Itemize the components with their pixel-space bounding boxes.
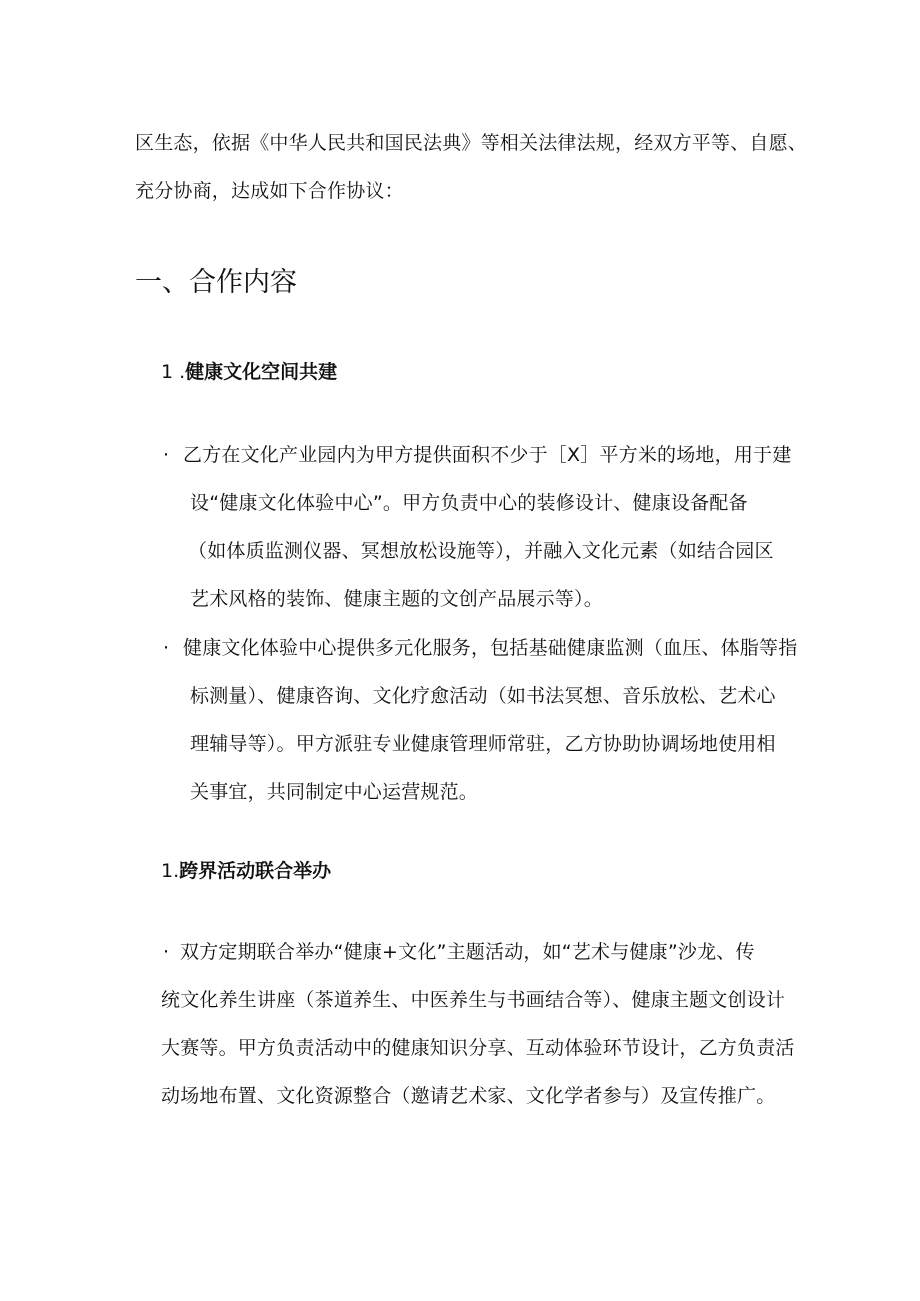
subsection-1-title: 健康文化空间共建 <box>185 361 338 383</box>
section-heading: 一、合作内容 <box>135 267 297 298</box>
paragraph-line: 标测量）、健康咨询、文化疗愈活动（如书法冥想、音乐放松、艺术心 <box>190 685 776 707</box>
bullet-marker: · <box>163 637 170 659</box>
paragraph-line: 统文化养生讲座（茶道养生、中医养生与书画结合等）、健康主题文创设计 <box>161 989 786 1011</box>
paragraph-line: 健康文化体验中心提供多元化服务，包括基础健康监测（血压、体脂等指 <box>183 637 798 659</box>
paragraph-line: 双方定期联合举办“健康+文化”主题活动，如“艺术与健康”沙龙、传 <box>180 941 755 963</box>
paragraph-line: 乙方在文化产业园内为甲方提供面积不少于［X］平方米的场地，用于建 <box>183 444 792 466</box>
subsection-1-number: 1 . <box>161 361 186 383</box>
intro-line-2: 充分协商，达成如下合作协议： <box>135 180 404 202</box>
subsection-2-number: 1. <box>161 860 180 882</box>
paragraph-line: 动场地布置、文化资源整合（邀请艺术家、文化学者参与）及宣传推广。 <box>161 1085 776 1107</box>
paragraph-line: 理辅导等）。甲方派驻专业健康管理师常驻，乙方协助协调场地使用相 <box>190 733 776 755</box>
paragraph-line: 关事宜，共同制定中心运营规范。 <box>190 781 479 803</box>
paragraph-line: （如体质监测仪器、冥想放松设施等），并融入文化元素（如结合园区 <box>188 540 774 562</box>
bullet-marker: · <box>163 941 170 963</box>
bullet-marker: · <box>163 444 170 466</box>
paragraph-line: 设“健康文化体验中心”。甲方负责中心的装修设计、健康设备配备 <box>190 492 748 514</box>
paragraph-line: 大赛等。甲方负责活动中的健康知识分享、互动体验环节设计，乙方负责活 <box>161 1037 795 1059</box>
subsection-2-heading <box>161 859 331 883</box>
paragraph-line: 艺术风格的装饰、健康主题的文创产品展示等）。 <box>190 588 603 610</box>
subsection-1-heading <box>161 360 337 384</box>
intro-line-1: 区生态，依据《中华人民共和国民法典》等相关法律法规，经双方平等、自愿、 <box>135 132 808 154</box>
subsection-2-title: 跨界活动联合举办 <box>179 860 332 882</box>
